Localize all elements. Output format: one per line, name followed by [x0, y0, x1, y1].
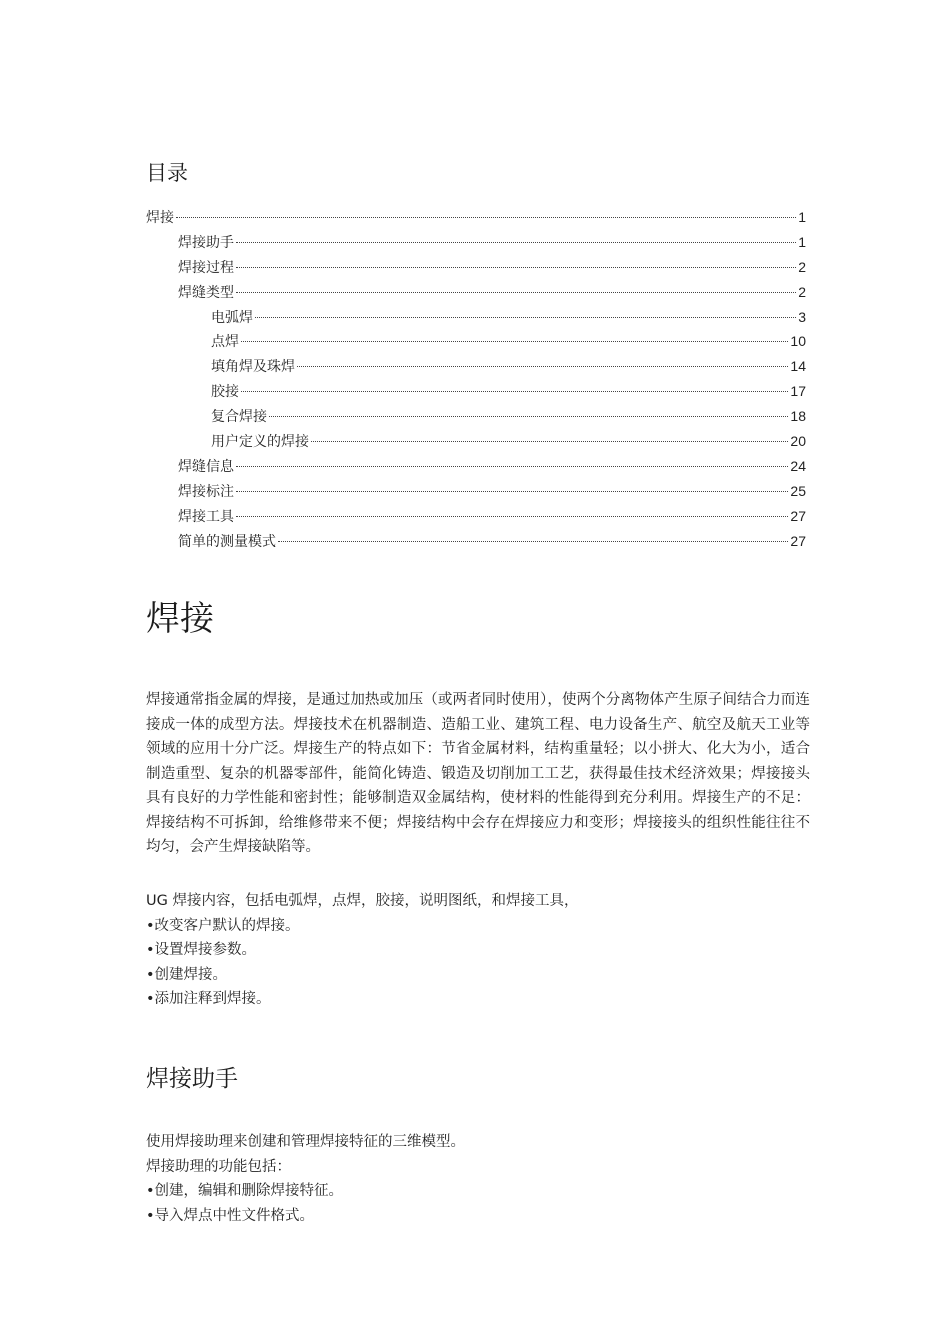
toc-leader-dots — [236, 491, 788, 492]
toc-entry-label: 填角焊及珠焊 — [211, 359, 295, 376]
toc-entry[interactable] — [146, 305, 806, 330]
bullet-item: •创建焊接。 — [146, 967, 228, 983]
toc-entry[interactable] — [146, 230, 806, 255]
toc-entry[interactable] — [146, 479, 806, 504]
toc-entry-label: 焊接过程 — [178, 259, 234, 276]
toc-entry-label: 焊接工具 — [178, 508, 234, 525]
toc-entry-page-number: 1 — [798, 209, 806, 225]
toc-entry-page-number: 27 — [790, 532, 806, 549]
toc-leader-dots — [236, 516, 788, 517]
toc-entry-label: 焊缝信息 — [178, 458, 234, 475]
toc-entry-page-number: 2 — [798, 283, 806, 300]
toc-entry-page-number: 27 — [790, 507, 806, 524]
toc-entry-page-number: 14 — [790, 358, 806, 375]
toc-title: 目录 — [146, 161, 188, 185]
section-heading-welding-assistant: 焊接助手 — [146, 1066, 238, 1092]
toc-entry[interactable] — [146, 529, 806, 554]
toc-entry[interactable] — [146, 504, 806, 529]
toc-entry-label: 焊缝类型 — [178, 284, 234, 301]
toc-entry[interactable] — [146, 454, 806, 479]
section-heading-welding: 焊接 — [146, 599, 214, 639]
toc-entry-label: 点焊 — [211, 334, 239, 351]
bullet-item: •导入焊点中性文件格式。 — [146, 1208, 315, 1224]
toc-leader-dots — [269, 416, 788, 417]
toc-entry-page-number: 17 — [790, 383, 806, 400]
toc-entry-page-number: 10 — [790, 333, 806, 350]
bullet-item: •改变客户默认的焊接。 — [146, 918, 300, 934]
toc-entry-label: 用户定义的焊接 — [211, 434, 309, 451]
toc-entry-page-number: 18 — [790, 408, 806, 425]
toc-entry-page-number: 20 — [790, 433, 806, 450]
toc-entry[interactable] — [146, 354, 806, 379]
toc-entry-label: 焊接标注 — [178, 483, 234, 500]
toc-entry-page-number: 3 — [798, 308, 806, 325]
toc-leader-dots — [236, 292, 796, 293]
toc-entry-page-number: 2 — [798, 258, 806, 275]
toc-leader-dots — [297, 366, 788, 367]
toc-entry-page-number: 24 — [790, 457, 806, 474]
toc-entry[interactable] — [146, 280, 806, 305]
toc-entry-label: 电弧焊 — [211, 309, 253, 326]
toc-entry[interactable] — [146, 205, 806, 230]
toc-entry-page-number: 25 — [790, 482, 806, 499]
toc-entry[interactable] — [146, 429, 806, 454]
toc-entry-label: 焊接助手 — [178, 234, 234, 251]
toc-entry[interactable] — [146, 379, 806, 404]
toc-entry-label: 简单的测量模式 — [178, 533, 276, 550]
toc-entry[interactable] — [146, 404, 806, 429]
toc-leader-dots — [278, 541, 788, 542]
welding-intro-paragraph: 焊接通常指金属的焊接，是通过加热或加压（或两者同时使用），使两个分离物体产生原子间结合力而连接成一体的成型方法。焊接技术在机器制造、造船工业、建筑工程、电力设备生产、航空及航天工业等领域的应用十分广泛。焊接生产的特点如下：节省金属材料，结构重量轻；以小拼大、化大为小，适合制造重型、复杂的机器零部件，能简化铸造、锻造及切削加工工艺，获得最佳技术经济效果；焊接接头具有良好的力学性能和密封性；能够制造双金属结构，使材料的性能得到充分利用。焊接生产的不足：焊接结构不可拆卸，给维修带来不便；焊接结构中会存在焊接应力和变形；焊接接头的组织性能往往不均匀，会产生焊接缺陷等。 — [146, 692, 810, 855]
assistant-features-line: 焊接助理的功能包括： — [146, 1159, 291, 1175]
toc-entry-label: 焊接 — [146, 210, 174, 226]
toc-leader-dots — [255, 317, 796, 318]
bullet-item: •设置焊接参数。 — [146, 942, 257, 958]
assistant-line: 使用焊接助理来创建和管理焊接特征的三维模型。 — [146, 1134, 465, 1150]
toc-leader-dots — [236, 267, 796, 268]
table-of-contents — [146, 205, 806, 553]
toc-leader-dots — [236, 242, 796, 243]
toc-leader-dots — [241, 341, 788, 342]
toc-entry-label: 复合焊接 — [211, 409, 267, 426]
toc-leader-dots — [176, 217, 796, 218]
toc-leader-dots — [311, 441, 788, 442]
toc-leader-dots — [236, 466, 788, 467]
toc-entry-label: 胶接 — [211, 384, 239, 401]
toc-entry[interactable] — [146, 255, 806, 280]
ug-content-line: UG 焊接内容，包括电弧焊，点焊，胶接，说明图纸，和焊接工具， — [146, 893, 579, 909]
toc-entry[interactable] — [146, 329, 806, 354]
toc-entry-page-number: 1 — [798, 233, 806, 250]
toc-leader-dots — [241, 391, 788, 392]
bullet-item: •创建，编辑和删除焊接特征。 — [146, 1183, 344, 1199]
bullet-item: •添加注释到焊接。 — [146, 991, 271, 1007]
